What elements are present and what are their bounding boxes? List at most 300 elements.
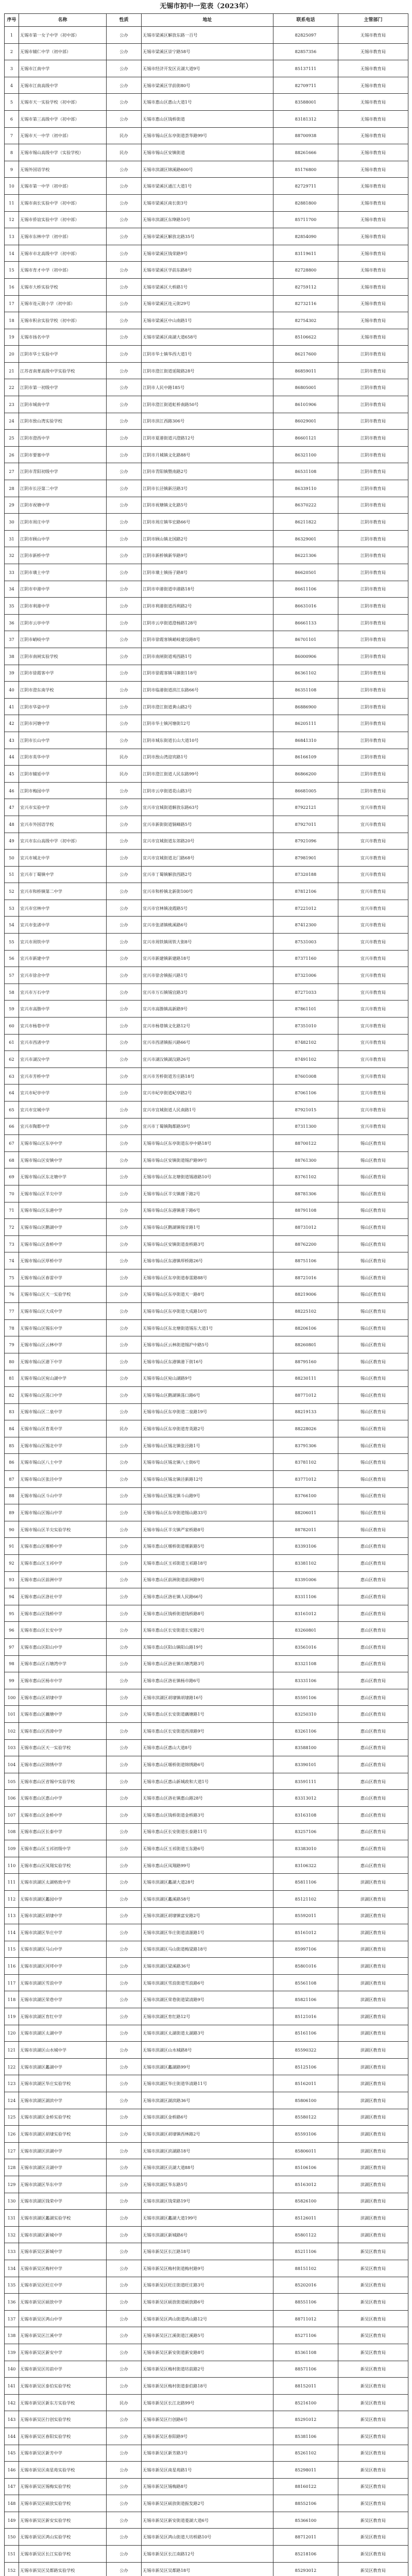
cell-index: 9 bbox=[5, 161, 19, 178]
cell-phone: 86886900 bbox=[273, 698, 338, 715]
table-row bbox=[5, 2428, 408, 2445]
cell-type: 公办 bbox=[107, 362, 142, 379]
cell-type: 公办 bbox=[107, 984, 142, 1001]
cell-type: 公办 bbox=[107, 1235, 142, 1252]
cell-type: 公办 bbox=[107, 2411, 142, 2428]
cell-address: 无锡市惠山区堰桥街道堰新路5号 bbox=[142, 1538, 273, 1555]
cell-index: 79 bbox=[5, 1336, 19, 1353]
cell-department: 江阴市教育局 bbox=[338, 430, 408, 447]
table-row bbox=[5, 900, 408, 917]
cell-address: 无锡市锡山区锡北镇斗山路9号 bbox=[142, 1487, 273, 1504]
cell-index: 64 bbox=[5, 1084, 19, 1101]
cell-index: 51 bbox=[5, 866, 19, 883]
cell-department: 惠山区教育局 bbox=[338, 1756, 408, 1773]
cell-address: 无锡市惠山区长安街道西漳路9号 bbox=[142, 1722, 273, 1739]
cell-phone: 85218106 bbox=[273, 2546, 338, 2563]
cell-index: 93 bbox=[5, 1571, 19, 1588]
cell-index: 124 bbox=[5, 2092, 19, 2109]
cell-address: 无锡市锡山区东北塘街道锡东大道1号 bbox=[142, 1319, 273, 1336]
cell-phone: 86611106 bbox=[273, 581, 338, 598]
table-row bbox=[5, 917, 408, 934]
cell-index: 14 bbox=[5, 245, 19, 262]
cell-address: 宜兴市万石镇锡宜路3号 bbox=[142, 984, 273, 1001]
cell-index: 35 bbox=[5, 598, 19, 615]
cell-index: 106 bbox=[5, 1790, 19, 1807]
cell-name: 无锡市惠山区钱桥中学 bbox=[19, 1605, 107, 1622]
cell-address: 无锡市锡山区东港镇港下街16号 bbox=[142, 1353, 273, 1370]
cell-phone: 87861101 bbox=[273, 1001, 338, 1018]
table-row bbox=[5, 1135, 408, 1152]
cell-type: 公办 bbox=[107, 698, 142, 715]
cell-department: 锡山区教育局 bbox=[338, 1353, 408, 1370]
cell-department: 无锡市教育局 bbox=[338, 60, 408, 77]
cell-name: 无锡市滨湖区华庄中学 bbox=[19, 1924, 107, 1941]
cell-department: 宜兴市教育局 bbox=[338, 1051, 408, 1068]
cell-index: 69 bbox=[5, 1168, 19, 1185]
cell-type: 公办 bbox=[107, 2562, 142, 2576]
cell-name: 无锡市新吴区新东方实验学校 bbox=[19, 2394, 107, 2411]
cell-index: 134 bbox=[5, 2260, 19, 2277]
cell-index: 136 bbox=[5, 2294, 19, 2311]
table-row bbox=[5, 2243, 408, 2260]
cell-phone: 86531108 bbox=[273, 463, 338, 480]
cell-name: 无锡市惠山区长泰中学 bbox=[19, 1823, 107, 1840]
cell-address: 无锡市滨湖区湖滨路36号 bbox=[142, 2092, 273, 2109]
cell-address: 无锡市锡山区锡北镇张泾路1号 bbox=[142, 1437, 273, 1454]
cell-name: 江阴市徐霞客中学 bbox=[19, 665, 107, 682]
cell-phone: 86205111 bbox=[273, 715, 338, 732]
cell-name: 江阴市申港中学 bbox=[19, 581, 107, 598]
cell-index: 65 bbox=[5, 1101, 19, 1118]
cell-type: 公办 bbox=[107, 2428, 142, 2445]
cell-type: 公办 bbox=[107, 2546, 142, 2563]
cell-index: 6 bbox=[5, 110, 19, 127]
cell-address: 江阴市南闸街道观西路1号 bbox=[142, 648, 273, 665]
cell-address: 无锡市滨湖区雪浪街道雪浪路6号 bbox=[142, 1974, 273, 1991]
cell-phone: 85381106 bbox=[273, 2428, 338, 2445]
table-row bbox=[5, 2394, 408, 2411]
cell-department: 惠山区教育局 bbox=[338, 1538, 408, 1555]
cell-type: 公办 bbox=[107, 950, 142, 967]
table-row bbox=[5, 564, 408, 581]
table-row bbox=[5, 2159, 408, 2176]
cell-department: 新吴区教育局 bbox=[338, 2562, 408, 2576]
cell-phone: 88721016 bbox=[273, 1269, 338, 1286]
cell-type: 公办 bbox=[107, 1924, 142, 1941]
cell-name: 无锡市滨湖区华庄实验学校 bbox=[19, 2075, 107, 2092]
cell-phone: 83331106 bbox=[273, 1672, 338, 1689]
cell-type: 公办 bbox=[107, 732, 142, 749]
cell-index: 141 bbox=[5, 2378, 19, 2395]
cell-department: 新吴区教育局 bbox=[338, 2428, 408, 2445]
cell-type: 公办 bbox=[107, 614, 142, 631]
cell-phone: 88700938 bbox=[273, 127, 338, 144]
cell-phone: 86339110 bbox=[273, 480, 338, 497]
cell-name: 宜兴市湖㳇中学 bbox=[19, 1051, 107, 1068]
cell-index: 116 bbox=[5, 1958, 19, 1975]
cell-name: 无锡市东林中学（初中部） bbox=[19, 228, 107, 245]
cell-phone: 85121016 bbox=[273, 2008, 338, 2025]
cell-department: 江阴市教育局 bbox=[338, 782, 408, 799]
cell-name: 无锡市新吴区新芳中学 bbox=[19, 2445, 107, 2462]
cell-index: 135 bbox=[5, 2277, 19, 2294]
table-row bbox=[5, 1034, 408, 1051]
cell-address: 无锡市滨湖区马山街道梅梁路18号 bbox=[142, 1941, 273, 1958]
table-row bbox=[5, 1924, 408, 1941]
table-row bbox=[5, 1756, 408, 1773]
cell-address: 无锡市锡山区东亭街道锡山路33号 bbox=[142, 1504, 273, 1521]
cell-index: 77 bbox=[5, 1303, 19, 1320]
cell-phone: 85125106 bbox=[273, 2058, 338, 2075]
cell-type: 公办 bbox=[107, 1823, 142, 1840]
cell-department: 新吴区教育局 bbox=[338, 2344, 408, 2361]
cell-type: 公办 bbox=[107, 295, 142, 312]
cell-address: 无锡市梁溪区学前东路8号 bbox=[142, 262, 273, 279]
table-row bbox=[5, 1571, 408, 1588]
cell-type: 公办 bbox=[107, 1639, 142, 1656]
cell-name: 无锡市第一女子中学（初中部） bbox=[19, 27, 107, 44]
cell-index: 15 bbox=[5, 262, 19, 279]
cell-phone: 86361102 bbox=[273, 665, 338, 682]
table-row bbox=[5, 329, 408, 346]
cell-phone: 86321100 bbox=[273, 446, 338, 463]
cell-index: 45 bbox=[5, 766, 19, 783]
cell-type: 公办 bbox=[107, 1487, 142, 1504]
table-row bbox=[5, 1857, 408, 1874]
cell-index: 85 bbox=[5, 1437, 19, 1454]
cell-address: 无锡市惠山区玉祁街道玉东路6号 bbox=[142, 1840, 273, 1857]
cell-phone: 85801122 bbox=[273, 2226, 338, 2243]
table-row bbox=[5, 2260, 408, 2277]
table-row bbox=[5, 211, 408, 228]
cell-department: 江阴市教育局 bbox=[338, 732, 408, 749]
table-row bbox=[5, 1319, 408, 1336]
table-row bbox=[5, 1874, 408, 1891]
cell-name: 无锡市新吴区锡梅实验学校 bbox=[19, 2478, 107, 2495]
cell-name: 无锡市锡山区东北塘中学 bbox=[19, 1168, 107, 1185]
cell-address: 无锡市滨湖区华东路5号 bbox=[142, 2176, 273, 2193]
cell-address: 无锡市梁溪区中山南路1号 bbox=[142, 312, 273, 329]
cell-name: 宜兴市和桥镇第二中学 bbox=[19, 883, 107, 900]
cell-index: 102 bbox=[5, 1722, 19, 1739]
cell-index: 32 bbox=[5, 547, 19, 564]
cell-name: 无锡市锡山区育英中学 bbox=[19, 1420, 107, 1437]
cell-name: 无锡市锡山区东亭中学 bbox=[19, 1135, 107, 1152]
cell-phone: 85106106 bbox=[273, 2159, 338, 2176]
cell-name: 无锡市锡山区锡东中学 bbox=[19, 1319, 107, 1336]
cell-index: 119 bbox=[5, 2008, 19, 2025]
cell-type: 公办 bbox=[107, 1067, 142, 1084]
cell-department: 锡山区教育局 bbox=[338, 1454, 408, 1471]
table-row bbox=[5, 2378, 408, 2395]
cell-type: 公办 bbox=[107, 1101, 142, 1118]
cell-name: 无锡市锡山区云林中学 bbox=[19, 1336, 107, 1353]
cell-name: 无锡市新吴区江溪中学 bbox=[19, 2327, 107, 2344]
table-row bbox=[5, 1151, 408, 1168]
cell-type: 民办 bbox=[107, 1420, 142, 1437]
cell-type: 公办 bbox=[107, 245, 142, 262]
cell-name: 无锡市江南中学 bbox=[19, 60, 107, 77]
cell-index: 22 bbox=[5, 379, 19, 396]
cell-phone: 86166109 bbox=[273, 749, 338, 766]
cell-name: 无锡市锡山区羊尖实验学校 bbox=[19, 1521, 107, 1538]
cell-phone: 88219006 bbox=[273, 1286, 338, 1303]
cell-phone: 85126011 bbox=[273, 2210, 338, 2227]
cell-index: 18 bbox=[5, 312, 19, 329]
cell-department: 无锡市教育局 bbox=[338, 194, 408, 211]
cell-department: 滨湖区教育局 bbox=[338, 1974, 408, 1991]
cell-department: 江阴市教育局 bbox=[338, 547, 408, 564]
cell-department: 锡山区教育局 bbox=[338, 1403, 408, 1420]
table-row bbox=[5, 43, 408, 60]
cell-name: 无锡市滨湖区蠡湖实验学校 bbox=[19, 2210, 107, 2227]
table-row bbox=[5, 934, 408, 951]
cell-department: 惠山区教育局 bbox=[338, 1689, 408, 1706]
cell-index: 115 bbox=[5, 1941, 19, 1958]
table-row bbox=[5, 883, 408, 900]
cell-phone: 85121102 bbox=[273, 1890, 338, 1907]
cell-name: 无锡市惠山区金桥中学 bbox=[19, 1806, 107, 1823]
cell-address: 江阴市夏港街道兴澄路12号 bbox=[142, 430, 273, 447]
cell-address: 无锡市滨湖区蠡湖大道28号 bbox=[142, 1874, 273, 1891]
cell-phone: 86841310 bbox=[273, 732, 338, 749]
cell-address: 无锡市惠山区堰桥街道锦绣路6号 bbox=[142, 1756, 273, 1773]
cell-type: 公办 bbox=[107, 1840, 142, 1857]
cell-type: 公办 bbox=[107, 480, 142, 497]
cell-address: 无锡市惠山区惠山大道8号 bbox=[142, 1739, 273, 1756]
cell-phone: 82854090 bbox=[273, 228, 338, 245]
cell-phone: 88260801 bbox=[273, 1336, 338, 1353]
cell-phone: 85293012 bbox=[273, 2562, 338, 2576]
cell-phone: 88791108 bbox=[273, 1202, 338, 1219]
table-row bbox=[5, 2176, 408, 2193]
cell-phone: 85711700 bbox=[273, 211, 338, 228]
cell-name: 无锡市惠山区前洲中学 bbox=[19, 1571, 107, 1588]
cell-name: 无锡市锡山区锡北中学 bbox=[19, 1437, 107, 1454]
cell-department: 江阴市教育局 bbox=[338, 648, 408, 665]
header-type: 性质 bbox=[107, 14, 142, 27]
table-row bbox=[5, 110, 408, 127]
cell-name: 无锡市大桥实验学校 bbox=[19, 278, 107, 295]
cell-address: 无锡市锡山区羊尖镇廊下路2号 bbox=[142, 1185, 273, 1202]
table-body bbox=[5, 27, 408, 2576]
table-row bbox=[5, 1722, 408, 1739]
cell-name: 无锡市锡山区厚桥中学 bbox=[19, 1252, 107, 1269]
cell-index: 36 bbox=[5, 614, 19, 631]
cell-department: 江阴市教育局 bbox=[338, 346, 408, 363]
table-row bbox=[5, 547, 408, 564]
cell-index: 57 bbox=[5, 967, 19, 984]
cell-department: 滨湖区教育局 bbox=[338, 1924, 408, 1941]
cell-index: 140 bbox=[5, 2361, 19, 2378]
cell-index: 73 bbox=[5, 1235, 19, 1252]
table-row bbox=[5, 178, 408, 195]
cell-address: 江阴市徐霞客镇峭岐建设路8号 bbox=[142, 631, 273, 648]
cell-name: 无锡市锡山区八士中学 bbox=[19, 1454, 107, 1471]
table-row bbox=[5, 2529, 408, 2546]
cell-type: 公办 bbox=[107, 1974, 142, 1991]
cell-name: 宜兴市芳桥中学 bbox=[19, 1067, 107, 1084]
cell-name: 江阴市新桥中学 bbox=[19, 547, 107, 564]
cell-type: 公办 bbox=[107, 581, 142, 598]
cell-phone: 87601008 bbox=[273, 1067, 338, 1084]
cell-type: 公办 bbox=[107, 648, 142, 665]
cell-name: 无锡市锡山区斗山中学 bbox=[19, 1487, 107, 1504]
cell-address: 无锡市梁溪区解放北路35号 bbox=[142, 228, 273, 245]
cell-department: 江阴市教育局 bbox=[338, 564, 408, 581]
cell-type: 公办 bbox=[107, 1655, 142, 1672]
cell-name: 江阴市周庄中学 bbox=[19, 514, 107, 531]
cell-name: 无锡市新吴区行创实验学校 bbox=[19, 2411, 107, 2428]
cell-name: 江阴市顾山中学 bbox=[19, 530, 107, 547]
cell-department: 无锡市教育局 bbox=[338, 110, 408, 127]
cell-name: 无锡市惠山区胡埭中学 bbox=[19, 1689, 107, 1706]
cell-type: 公办 bbox=[107, 396, 142, 413]
cell-phone: 86805001 bbox=[273, 379, 338, 396]
cell-type: 公办 bbox=[107, 1991, 142, 2008]
cell-phone: 87981901 bbox=[273, 850, 338, 867]
cell-type: 民办 bbox=[107, 766, 142, 783]
cell-name: 江阴市澄东南学校 bbox=[19, 682, 107, 699]
table-row bbox=[5, 480, 408, 497]
cell-department: 江阴市教育局 bbox=[338, 614, 408, 631]
cell-index: 127 bbox=[5, 2142, 19, 2159]
cell-department: 滨湖区教育局 bbox=[338, 1874, 408, 1891]
cell-type: 公办 bbox=[107, 917, 142, 934]
cell-name: 无锡市惠山区杨市中学 bbox=[19, 1672, 107, 1689]
cell-phone: 87061106 bbox=[273, 1084, 338, 1101]
cell-name: 宜兴市宜城中学 bbox=[19, 1101, 107, 1118]
table-row bbox=[5, 1487, 408, 1504]
cell-index: 89 bbox=[5, 1504, 19, 1521]
table-row bbox=[5, 2142, 408, 2159]
cell-phone: 87221012 bbox=[273, 900, 338, 917]
cell-phone: 83321108 bbox=[273, 1655, 338, 1672]
table-row bbox=[5, 799, 408, 816]
cell-phone: 85176800 bbox=[273, 161, 338, 178]
cell-name: 无锡市积余实验学校（初中部） bbox=[19, 312, 107, 329]
cell-phone: 88230111 bbox=[273, 1370, 338, 1387]
cell-department: 无锡市教育局 bbox=[338, 329, 408, 346]
cell-index: 84 bbox=[5, 1420, 19, 1437]
cell-address: 无锡市梁溪区南长街3号 bbox=[142, 194, 273, 211]
cell-department: 新吴区教育局 bbox=[338, 2294, 408, 2311]
cell-index: 131 bbox=[5, 2210, 19, 2227]
cell-department: 滨湖区教育局 bbox=[338, 1958, 408, 1975]
table-row bbox=[5, 497, 408, 514]
table-row bbox=[5, 1235, 408, 1252]
cell-department: 无锡市教育局 bbox=[338, 278, 408, 295]
cell-phone: 86221306 bbox=[273, 547, 338, 564]
cell-index: 104 bbox=[5, 1756, 19, 1773]
table-row bbox=[5, 2445, 408, 2462]
cell-phone: 86661133 bbox=[273, 614, 338, 631]
cell-type: 公办 bbox=[107, 1454, 142, 1471]
cell-type: 公办 bbox=[107, 1370, 142, 1387]
cell-index: 19 bbox=[5, 329, 19, 346]
table-row bbox=[5, 2092, 408, 2109]
cell-phone: 83106322 bbox=[273, 1857, 338, 1874]
cell-department: 宜兴市教育局 bbox=[338, 900, 408, 917]
cell-index: 70 bbox=[5, 1185, 19, 1202]
cell-type: 公办 bbox=[107, 547, 142, 564]
table-row bbox=[5, 312, 408, 329]
cell-type: 公办 bbox=[107, 262, 142, 279]
table-row bbox=[5, 2361, 408, 2378]
cell-index: 55 bbox=[5, 934, 19, 951]
cell-department: 江阴市教育局 bbox=[338, 463, 408, 480]
cell-index: 96 bbox=[5, 1622, 19, 1639]
cell-name: 无锡市滨湖区华东中学 bbox=[19, 2176, 107, 2193]
cell-name: 无锡市惠山区阳山中学 bbox=[19, 1639, 107, 1656]
table-row bbox=[5, 1555, 408, 1572]
cell-type: 公办 bbox=[107, 1252, 142, 1269]
cell-name: 无锡市锡山区港下中学 bbox=[19, 1353, 107, 1370]
cell-index: 81 bbox=[5, 1370, 19, 1387]
cell-index: 91 bbox=[5, 1538, 19, 1555]
cell-address: 无锡市惠山区洛社镇惠山路28号 bbox=[142, 1790, 273, 1807]
cell-type: 公办 bbox=[107, 1084, 142, 1101]
cell-phone: 82728800 bbox=[273, 262, 338, 279]
cell-name: 无锡市新吴区吴都路实验学校 bbox=[19, 2562, 107, 2576]
table-row bbox=[5, 1001, 408, 1018]
cell-department: 新吴区教育局 bbox=[338, 2529, 408, 2546]
cell-department: 滨湖区教育局 bbox=[338, 2008, 408, 2025]
table-row bbox=[5, 1286, 408, 1303]
cell-address: 江阴市申港街道申港路18号 bbox=[142, 581, 273, 598]
cell-address: 无锡市惠山区长安街道藕塘路1号 bbox=[142, 1706, 273, 1723]
cell-address: 无锡市滨湖区钱荣路19号 bbox=[142, 2193, 273, 2210]
cell-address: 无锡市惠山区钱桥街道 bbox=[142, 110, 273, 127]
cell-department: 新吴区教育局 bbox=[338, 2546, 408, 2563]
cell-name: 无锡市锡山区安镇中学 bbox=[19, 1151, 107, 1168]
cell-index: 82 bbox=[5, 1387, 19, 1404]
cell-type: 公办 bbox=[107, 312, 142, 329]
cell-type: 公办 bbox=[107, 178, 142, 195]
cell-department: 江阴市教育局 bbox=[338, 497, 408, 514]
cell-index: 28 bbox=[5, 480, 19, 497]
cell-name: 宜兴市外国语学校 bbox=[19, 816, 107, 833]
cell-address: 无锡市惠山区长安街道长泰路11号 bbox=[142, 1823, 273, 1840]
cell-index: 74 bbox=[5, 1252, 19, 1269]
cell-type: 公办 bbox=[107, 110, 142, 127]
cell-phone: 85163012 bbox=[273, 2176, 338, 2193]
cell-phone: 88762200 bbox=[273, 1235, 338, 1252]
cell-name: 无锡市滨湖区山水城中学 bbox=[19, 2042, 107, 2059]
cell-address: 无锡市锡山区东亭街道育英路2号 bbox=[142, 1420, 273, 1437]
cell-department: 江阴市教育局 bbox=[338, 715, 408, 732]
table-row bbox=[5, 1252, 408, 1269]
cell-index: 61 bbox=[5, 1034, 19, 1051]
cell-phone: 85806100 bbox=[273, 2092, 338, 2109]
cell-address: 宜兴市张渚镇桃溪路6号 bbox=[142, 917, 273, 934]
cell-type: 公办 bbox=[107, 1437, 142, 1454]
table-row bbox=[5, 1387, 408, 1404]
cell-type: 公办 bbox=[107, 1773, 142, 1790]
cell-phone: 83391006 bbox=[273, 1571, 338, 1588]
cell-type: 公办 bbox=[107, 1319, 142, 1336]
cell-index: 148 bbox=[5, 2495, 19, 2512]
cell-address: 无锡市锡山区东港镇厚桥路26号 bbox=[142, 1252, 273, 1269]
cell-type: 公办 bbox=[107, 816, 142, 833]
cell-phone: 87320188 bbox=[273, 866, 338, 883]
table-row bbox=[5, 1202, 408, 1219]
cell-index: 4 bbox=[5, 77, 19, 94]
cell-department: 新吴区教育局 bbox=[338, 2361, 408, 2378]
cell-department: 锡山区教育局 bbox=[338, 1471, 408, 1488]
cell-index: 113 bbox=[5, 1907, 19, 1924]
cell-name: 无锡市惠山区洛社中学 bbox=[19, 1588, 107, 1605]
